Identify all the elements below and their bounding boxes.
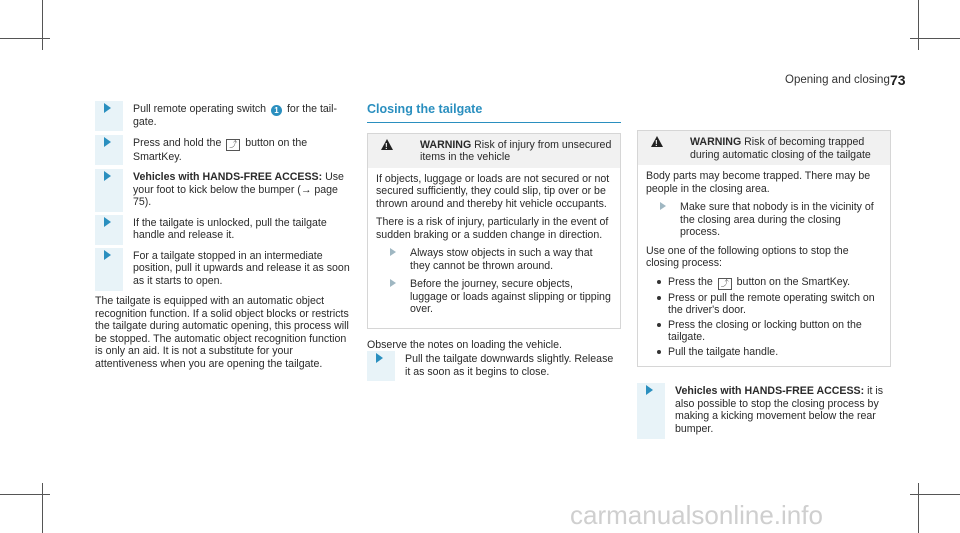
bullet-item: [646, 292, 882, 317]
warning-heading: Risk of becoming trapped during automatic closing of the tailgate: [690, 136, 871, 161]
step-bold-label: Vehicles with HANDS-FREE ACCESS:: [675, 385, 865, 397]
warning-step: [376, 278, 612, 316]
bullet-dot: [657, 296, 661, 300]
crop-mark: [918, 0, 919, 50]
crop-mark: [42, 0, 43, 50]
bullet-dot: [657, 280, 661, 284]
warning-box: [367, 133, 621, 329]
step-text: Pull the tailgate downwards slightly. Release it as soon as it begins to close.: [405, 353, 614, 378]
step-text: button on the SmartKey.: [133, 136, 308, 163]
watermark: carmanualsonline.info: [570, 500, 823, 530]
bullet-text: Press or pull the remote operating switch on the driver's door.: [668, 291, 875, 316]
step-remote-switch: [95, 103, 350, 129]
warning-step-text: Before the journey, secure objects, luggage or loads against slipping or tipping over.: [410, 278, 611, 315]
right-column: [637, 130, 891, 443]
warning-heading: Risk of injury from unsecured items in the vehicle: [420, 138, 612, 163]
warning-text: If objects, luggage or loads are not secured or not secured sufficiently, they could slip, tip over or be thrown around and thereby hit vehicle occupants.: [376, 172, 610, 210]
step-text: If the tailgate is unlocked, pull the tailgate handle and release it.: [133, 216, 327, 241]
page-number: 73: [890, 72, 906, 88]
warning-step: [376, 247, 612, 272]
warning-step: [646, 201, 882, 239]
warning-header: [368, 134, 620, 168]
warning-step-text: Make sure that nobody is in the vicinity of the closing area during the closing process.: [680, 201, 874, 238]
bullet-text: button on the SmartKey.: [736, 275, 851, 288]
step-text: For a tailgate stopped in an intermediate position, pull it upwards and release it as soon as it starts to open.: [133, 249, 350, 287]
callout-number-icon: 1: [271, 105, 282, 116]
warning-triangle-icon: [381, 139, 393, 150]
step-text: for the tail-gate.: [133, 103, 338, 128]
middle-column: [367, 103, 621, 386]
step-smartkey: [95, 137, 350, 164]
bullet-item: [646, 319, 882, 344]
section-title: Opening and closing: [785, 74, 890, 86]
section-heading: Closing the tailgate: [367, 102, 483, 116]
step-text: it is also possible to stop the closing process by making a kicking movement below the rear bumper.: [675, 385, 883, 435]
warning-text: There is a risk of injury, particularly in the event of sudden braking or a sudden change in direction.: [376, 216, 609, 241]
step-arrow-icon: [660, 202, 666, 210]
step-text: Pull remote operating switch: [133, 103, 267, 115]
step-text: Press and hold the: [133, 136, 222, 149]
heading-rule: [367, 122, 621, 123]
step-hands-free: [95, 171, 350, 209]
warning-label: WARNING: [690, 136, 742, 148]
step-arrow-icon: [390, 279, 396, 287]
bullet-text: Press the: [668, 275, 713, 288]
warning-header: [638, 131, 890, 165]
warning-label: WARNING: [420, 138, 472, 151]
warning-text: Body parts may become trapped. There may be people in the closing area.: [646, 170, 871, 195]
tailgate-key-icon: ⤴: [226, 139, 240, 151]
bullet-text: Press the closing or locking button on the tailgate.: [668, 318, 862, 343]
warning-triangle-icon: [651, 136, 663, 147]
step-handle: [95, 217, 350, 242]
warning-box: [637, 130, 891, 367]
crop-mark: [42, 483, 43, 533]
bullet-item: [646, 276, 882, 290]
step-kick-stop: [637, 385, 891, 435]
step-intermediate: [95, 250, 350, 288]
warning-text: Use one of the following options to stop the closing process:: [646, 244, 849, 269]
step-bold-label: Vehicles with HANDS-FREE ACCESS:: [133, 171, 323, 183]
bullet-dot: [657, 350, 661, 354]
step-pull-down: [367, 353, 621, 378]
tailgate-key-icon: ⤴: [718, 278, 732, 290]
object-recognition-paragraph: The tailgate is equipped with an automatic object recognition function. If a solid object blocks or restricts the tailgate during automatic opening, this process will be stopped. The automatic object recognition function is only an aid. It is not a substitute for your attentiveness when you are opening the tailgate.: [95, 295, 349, 370]
crop-mark: [918, 483, 919, 533]
warning-step-text: Always stow objects in such a way that they cannot be thrown around.: [410, 247, 593, 272]
bullet-dot: [657, 323, 661, 327]
step-text: Use your foot to kick below the bumper (→ page 75).: [133, 171, 344, 208]
left-column: [95, 103, 350, 376]
bullet-text: Pull the tailgate handle.: [668, 345, 779, 358]
loading-note: Observe the notes on loading the vehicle.: [367, 338, 562, 351]
bullet-item: [646, 346, 882, 359]
step-arrow-icon: [390, 248, 396, 256]
